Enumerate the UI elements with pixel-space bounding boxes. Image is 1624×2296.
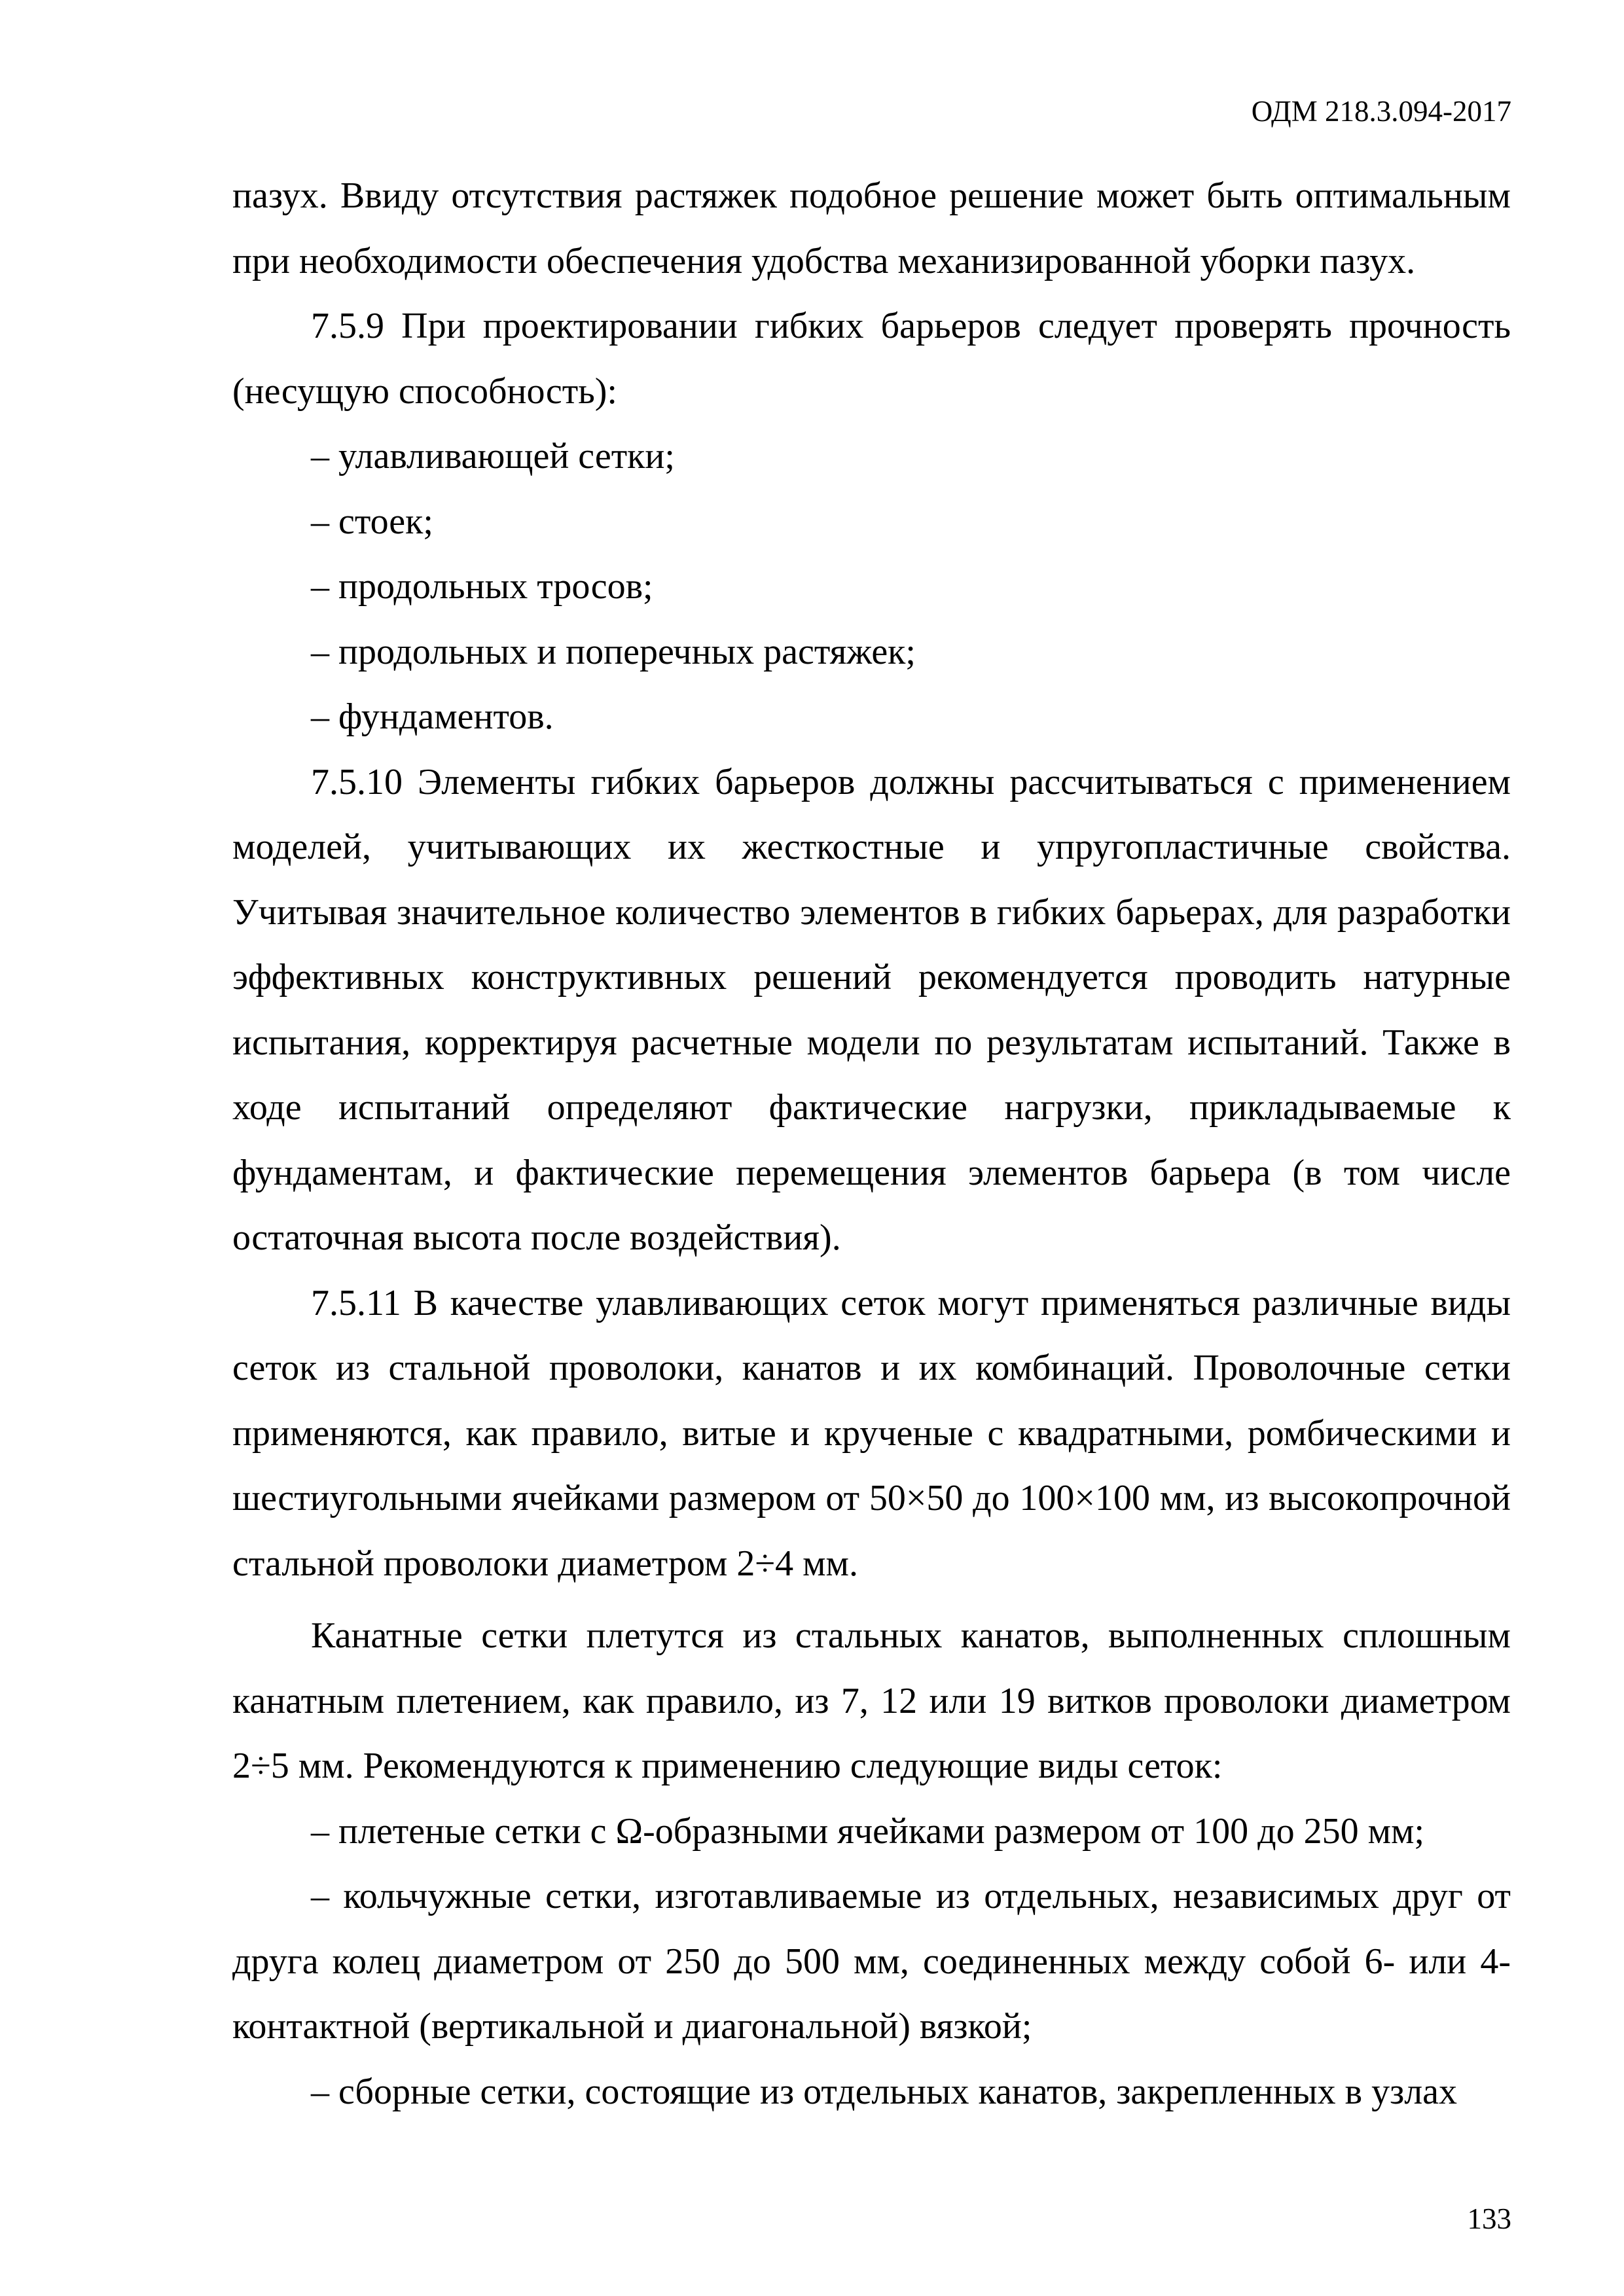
paragraph-7-5-11: 7.5.11 В качестве улавливающих сеток могут применяться различные виды сеток из стальной проволоки, канатов и их комбинаций. Проволочные сетки применяются, как правило, витые и крученые с квадратными, ромбическими и шестиугольными ячейками размером от 50×50 до 100×100 мм, из высокопрочной стальной проволоки диаметром 2÷4 мм. [232,1282,1511,1584]
paragraph-rope-nets: Канатные сетки плетутся из стальных канатов, выполненных сплошным канатным плетением, как правило, из 7, 12 или 19 витков проволоки диаметром 2÷5 мм. Рекомендуются к применению следующие виды сеток: [232,1615,1511,1786]
paragraph-7-5-10: 7.5.10 Элементы гибких барьеров должны рассчитываться с применением моделей, учитывающих их жесткостные и упругопластичные свойства. Учитывая значительное количество элементов в гибких барьерах, для разработки эффективных конструктивных решений рекомендуется проводить натурные испытания, корректируя расчетные модели по результатам испытаний. Также в ходе испытаний определяют фактические нагрузки, прикладываемые к фундаментам, и фактические перемещения элементов барьера (в том числе остаточная высота после воздействия). [232,761,1511,1258]
list-item: – стоек; [311,501,433,542]
list-item: – продольных и поперечных растяжек; [311,631,916,672]
paragraph-continuation: пазух. Ввиду отсутствия растяжек подобное решение может быть оптимальным при необходимости обеспечения удобства механизированной уборки пазух. [232,175,1511,281]
list-item: – сборные сетки, состоящие из отдельных канатов, закрепленных в узлах [311,2071,1458,2112]
page-number: 133 [1467,2202,1511,2235]
list-item: – кольчужные сетки, изготавливаемые из отдельных, независимых друг от друга колец диаметром от 250 до 500 мм, соединенных между собой 6- или 4-контактной (вертикальной и диагональной) вязкой; [232,1876,1511,2047]
body-text [232,164,1511,2125]
paragraph-7-5-9: 7.5.9 При проектировании гибких барьеров следует проверять прочность (несущую способность): [232,306,1511,412]
list-item: – плетеные сетки с Ω-образными ячейками размером от 100 до 250 мм; [311,1810,1425,1852]
list-item: – продольных тросов; [311,566,653,607]
list-item: – улавливающей сетки; [311,436,675,476]
document-code-header: ОДМ 218.3.094-2017 [1251,95,1511,128]
list-item: – фундаментов. [311,696,554,737]
